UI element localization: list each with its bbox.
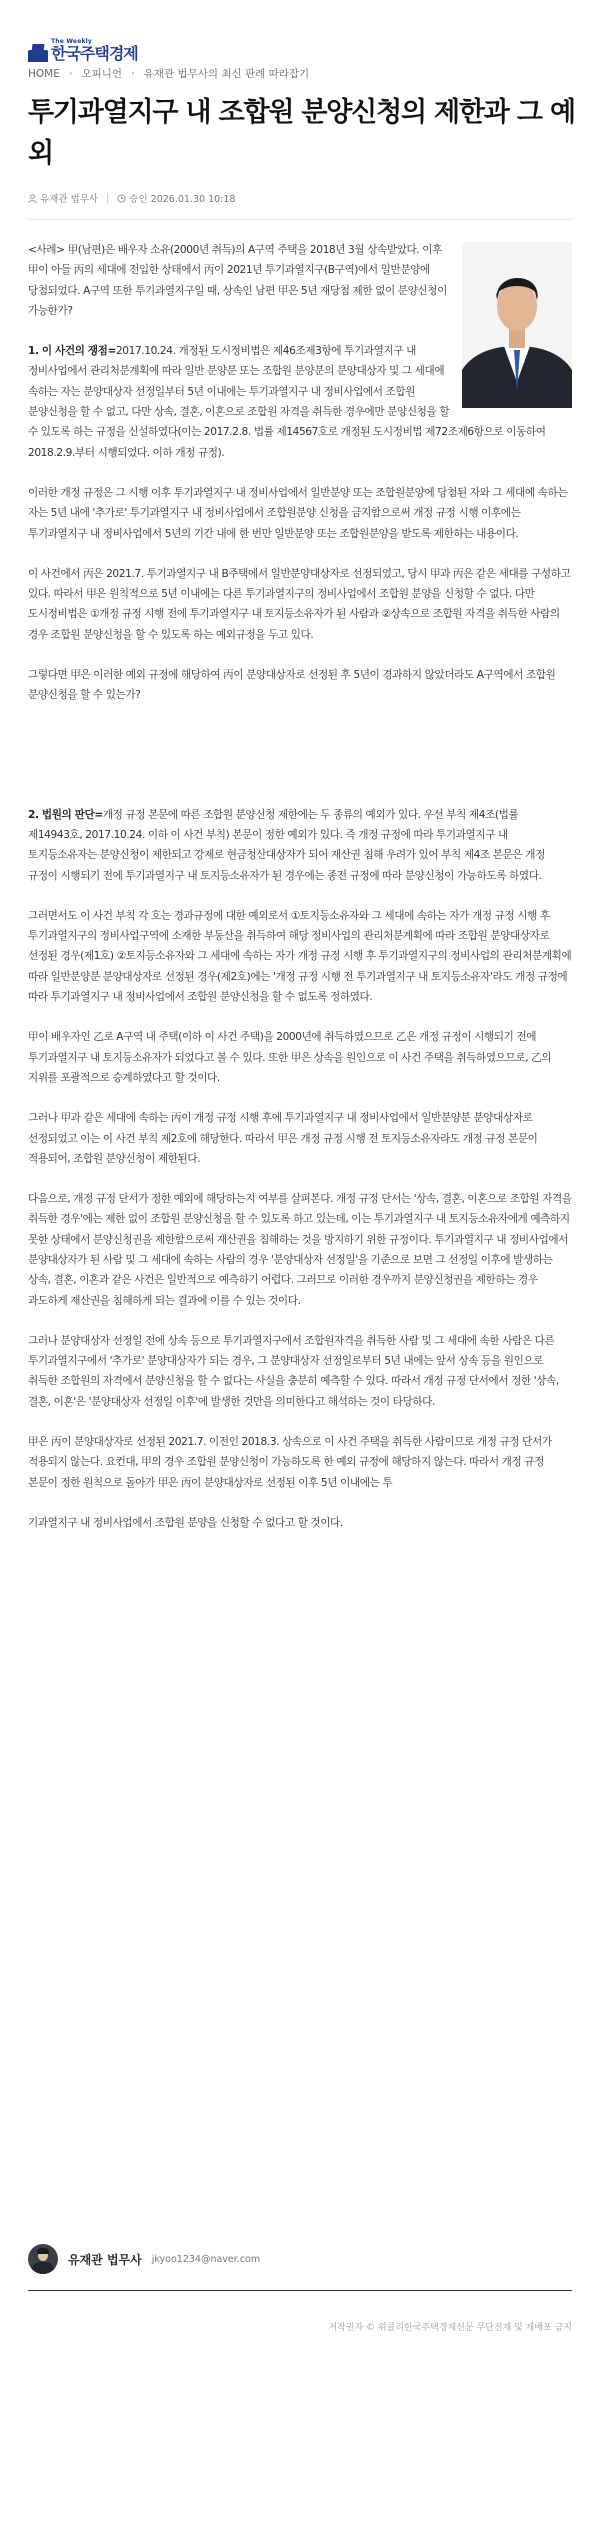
- breadcrumb-chevron-icon: ›: [131, 68, 135, 79]
- meta-author: 유재관 법무사: [40, 194, 99, 205]
- author-email[interactable]: jkyoo1234@naver.com: [151, 2253, 261, 2265]
- paragraph-ruling-text: 개정 규정 본문에 따른 조합원 분양신청 제한에는 두 종류의 예외가 있다. 우선 부칙 제4조(법률 제14943호, 2017.10.24. 이하 이 사건 부칙) 본문이 정한 예외가 있다. 즉 개정 규정에 따라 투기과열지구 내 토지등소유자는 분양신청이 제한되고 강제로 현금청산대상자가 되어 재산권 침해 우려가 있어 부칙 제4조 본문은 개정 규정이 시행되기 전에 투기과열지구 내 토지등소유자가 된 경우에는 종전 규정에 따라 분양신청이 가능하도록 하였다.: [28, 808, 545, 882]
- paragraph: 甲이 배우자인 乙로 A구역 내 주택(이하 이 사건 주택)을 2000년에 취득하였으므로 乙은 개정 규정이 시행되기 전에 투기과열지구 내 토지등소유자가 되었다고 볼 수 있다. 또한 甲은 상속을 원인으로 이 사건 주택을 취득하였으므로, 乙의 지위를 포괄적으로 승계하였다고 할 것이다.: [28, 1031, 552, 1084]
- paragraph: 그렇다면 甲은 이러한 예외 규정에 해당하여 丙이 분양대상자로 선정된 후 5년이 경과하지 않았더라도 A구역에서 조합원 분양신청을 할 수 있는가?: [28, 669, 556, 702]
- logo-title: 한국주택경제: [51, 44, 138, 63]
- logo-house-icon: [28, 42, 48, 62]
- page-title: 투기과열지구 내 조합원 분양신청의 제한과 그 예외: [28, 97, 575, 169]
- heading-ruling: 2. 법원의 판단=: [28, 808, 103, 821]
- paragraph-issue-text: 2017.10.24. 개정된 도시정비법은 제46조제3항에 투기과열지구 내 정비사업에서 관리처분계획에 따라 일반 분양분 또는 조합원 분양분의 분양대상자 및 그 세대에 속하는 자는 분양대상자 선정일부터 5년 이내에는 투기과열지구 내 정비사업에서 조합원 분양신청을 할 수 없고, 다만 상속, 결혼, 이혼으로 조합원 자격을 취득한 경우에만 분양신청을 할 수 있도록 하는 규정을 신설하였다(이는 2017.2.8. 법률 제14567호로 개정된 도시정비법 제72조제6항으로 이동하여 2018.2.9.부터 시행되었다. 이하 개정 규정).: [28, 345, 546, 459]
- copyright-notice: 저작권자 © 위클리한국주택경제신문 무단전재 및 재배포 금지: [328, 2323, 572, 2333]
- meta-divider: |: [106, 192, 110, 204]
- divider-top: [28, 219, 572, 220]
- author-name[interactable]: 유재관 법무사: [68, 2252, 142, 2267]
- author-photo: [462, 242, 572, 408]
- breadcrumb-home[interactable]: HOME: [28, 67, 60, 80]
- heading-issue: 1. 이 사건의 쟁점=: [28, 345, 116, 358]
- article-meta: [28, 191, 235, 205]
- person-icon: [28, 194, 37, 203]
- breadcrumb-section[interactable]: 오피니언: [81, 68, 123, 80]
- author-box: [28, 2244, 260, 2274]
- clock-icon: [117, 194, 126, 203]
- article-body: [28, 240, 572, 1553]
- empty-space: [28, 726, 572, 805]
- paragraph-case: <사례> 甲(남편)은 배우자 소유(2000년 취득)의 A구역 주택을 2018년 3월 상속받았다. 이후 甲이 아들 丙의 세대에 전입한 상태에서 丙이 2021년 투기과열지구(B구역)에서 일반분양에 당첨되었다. A구역 또한 투기과열지구일 때, 상속인 남편 甲은 5년 재당첨 제한 없이 분양신청이 가능한가?: [28, 244, 447, 317]
- logo-subtitle: The Weekly: [51, 38, 93, 45]
- divider-bottom: [28, 2290, 572, 2291]
- paragraph: 기과열지구 내 정비사업에서 조합원 분양을 신청할 수 없다고 할 것이다.: [28, 1516, 343, 1529]
- paragraph: 그러면서도 이 사건 부칙 각 호는 경과규정에 대한 예외로서 ①토지등소유자와 그 세대에 속하는 자가 개정 규정 시행 후 투기과열지구의 정비사업구역에 소재한 부동산을 취득하여 해당 정비사업의 관리처분계획에 따라 조합원 분양대상자로 선정된 경우(제1호) ②토지등소유자와 그 세대에 속하는 자가 개정 규정 시행 후 투기과열지구의 정비사업의 관리처분계획에 따라 일반분양분 분양대상자로 선정된 경우(제2호)에는 '개정 규정 시행 전 투기과열지구 내 토지등소유자'라도 개정 규정에 따라 투기과열지구 내 정비사업에서 조합원 분양신청을 할 수 없도록 정하였다.: [28, 909, 572, 1004]
- paragraph: 이 사건에서 丙은 2021.7. 투기과열지구 내 B주택에서 일반분양대상자로 선정되었고, 당시 甲과 丙은 같은 세대를 구성하고 있다. 따라서 甲은 원칙적으로 5년 이내에는 다른 투기과열지구의 정비사업에서 조합원 분양을 신청할 수 없다. 다만 도시정비법은 ①개정 규정 시행 전에 투기과열지구 내 토지등소유자가 된 사람과 ②상속으로 조합원 자격을 취득한 사람의 경우 조합원 분양신청을 할 수 있도록 하는 예외규정을 두고 있다.: [28, 567, 571, 641]
- meta-date: 승인 2026.01.30 10:18: [129, 194, 236, 205]
- paragraph: 다음으로, 개정 규정 단서가 정한 예외에 해당하는지 여부를 살펴본다. 개정 규정 단서는 '상속, 결혼, 이혼으로 조합원 자격을 취득한 경우'에는 제한 없이 조합원 분양신청을 할 수 있도록 하고 있는데, 이는 투기과열지구 내 토지등소유자에게 예측하지 못한 상태에서 분양신청권을 제한함으로써 재산권을 침해하는 것을 방지하기 위한 규정이다. 투기과열지구 내 정비사업에서 분양대상자가 된 사람 및 그 세대에 속하는 사람의 경우 '분양대상자 선정일'을 기준으로 보면 그 선정일 이후에 발생하는 상속, 결혼, 이혼과 같은 사건은 일반적으로 예측하기 어렵다. 그러므로 이러한 경우까지 분양신청권을 제한하는 경우 과도하게 재산권을 침해하게 되는 결과에 이를 수 있는 것이다.: [28, 1193, 572, 1307]
- paragraph: 이러한 개정 규정은 그 시행 이후 투기과열지구 내 정비사업에서 일반분양 또는 조합원분양에 당첨된 자와 그 세대에 속하는 자는 5년 내에 '추가로' 투기과열지구 내 정비사업에서 조합원분양 신청을 금지함으로써 개정 규정 시행 이후에는 투기과열지구 내 정비사업에서 5년의 기간 내에 한 번만 일반분양 또는 조합원분양을 받도록 제한하는 내용이다.: [28, 486, 568, 540]
- paragraph: 그러나 甲과 같은 세대에 속하는 丙이 개정 규정 시행 후에 투기과열지구 내 정비사업에서 일반분양분 분양대상자로 선정되었고 이는 이 사건 부칙 제2호에 해당한다. 따라서 甲은 개정 규정 시행 전 토지등소유자라도 개정 규정 본문이 적용되어, 조합원 분양신청이 제한된다.: [28, 1112, 538, 1165]
- breadcrumb-column[interactable]: 유재관 법무사의 최신 판례 따라잡기: [143, 68, 310, 80]
- avatar: [28, 2244, 58, 2274]
- paragraph: 甲은 丙이 분양대상자로 선정된 2021.7. 이전인 2018.3. 상속으로 이 사건 주택을 취득한 사람이므로 개정 규정 단서가 적용되지 않는다. 요컨대, 甲의 경우 조합원 분양신청이 가능하도록 한 예외 규정에 해당하지 않는다. 따라서 개정 규정 본문이 정한 원칙으로 돌아가 甲은 丙이 분양대상자로 선정된 이후 5년 이내에는 투: [28, 1436, 552, 1489]
- site-logo[interactable]: [28, 38, 138, 62]
- paragraph-ruling: [28, 805, 572, 886]
- breadcrumb: [28, 66, 309, 81]
- paragraph: 그러나 분양대상자 선정일 전에 상속 등으로 투기과열지구에서 조합원자격을 취득한 사람 및 그 세대에 속한 사람은 다른 투기과열지구에서 '추가로' 분양대상자가 되는 경우, 그 분양대상자 선정일로부터 5년 내에는 앞서 상속 등을 원인으로 취득한 조합원의 자격에서 분양신청을 할 수 없다는 사실을 충분히 예측할 수 있다. 따라서 개정 규정 단서에서 정한 '상속, 결혼, 이혼'은 '분양대상자 선정일 이후'에 발생한 것만을 의미한다고 해석하는 것이 타당하다.: [28, 1334, 559, 1408]
- breadcrumb-chevron-icon: ›: [68, 68, 73, 79]
